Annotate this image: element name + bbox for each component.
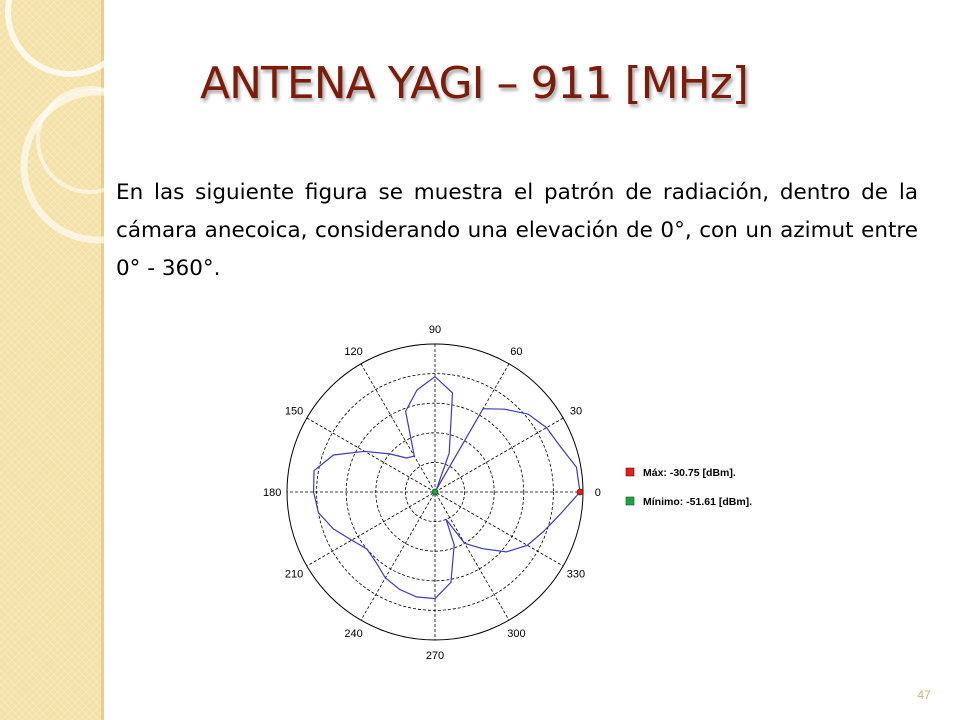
angle-label: 60 xyxy=(510,346,523,359)
max-marker xyxy=(577,489,583,495)
angle-label: 0 xyxy=(594,487,601,499)
legend-max-swatch xyxy=(626,468,634,476)
page-number: 47 xyxy=(917,688,931,702)
angle-label: 180 xyxy=(263,487,282,499)
min-marker xyxy=(432,489,438,495)
decorative-sidebar xyxy=(0,0,104,720)
angle-label: 210 xyxy=(284,568,304,581)
body-paragraph: En las siguiente figura se muestra el patrón de radiación, dentro de la cámara anecoica, considerando una elevación de 0°, con un azimut entre 0° - 360°. xyxy=(116,180,918,281)
radiation-pattern-line xyxy=(314,377,583,599)
angle-label: 150 xyxy=(284,405,304,418)
legend-min-label: Mínimo: -51.61 [dBm]. xyxy=(643,496,753,508)
angle-label: 270 xyxy=(425,649,445,662)
angle-label: 30 xyxy=(569,405,583,418)
legend-max-label: Máx: -30.75 [dBm]. xyxy=(643,467,736,479)
polar-chart xyxy=(250,315,780,665)
angle-label: 120 xyxy=(344,346,363,359)
angle-label: 300 xyxy=(507,627,526,640)
legend-min-swatch xyxy=(626,497,634,505)
angle-label: 90 xyxy=(428,324,442,337)
page-title: ANTENA YAGI – 911 [MHz] xyxy=(200,58,748,109)
angle-label: 330 xyxy=(566,568,586,581)
decorative-circles xyxy=(0,0,104,720)
angle-label: 240 xyxy=(344,627,363,640)
chart-legend xyxy=(626,467,752,508)
